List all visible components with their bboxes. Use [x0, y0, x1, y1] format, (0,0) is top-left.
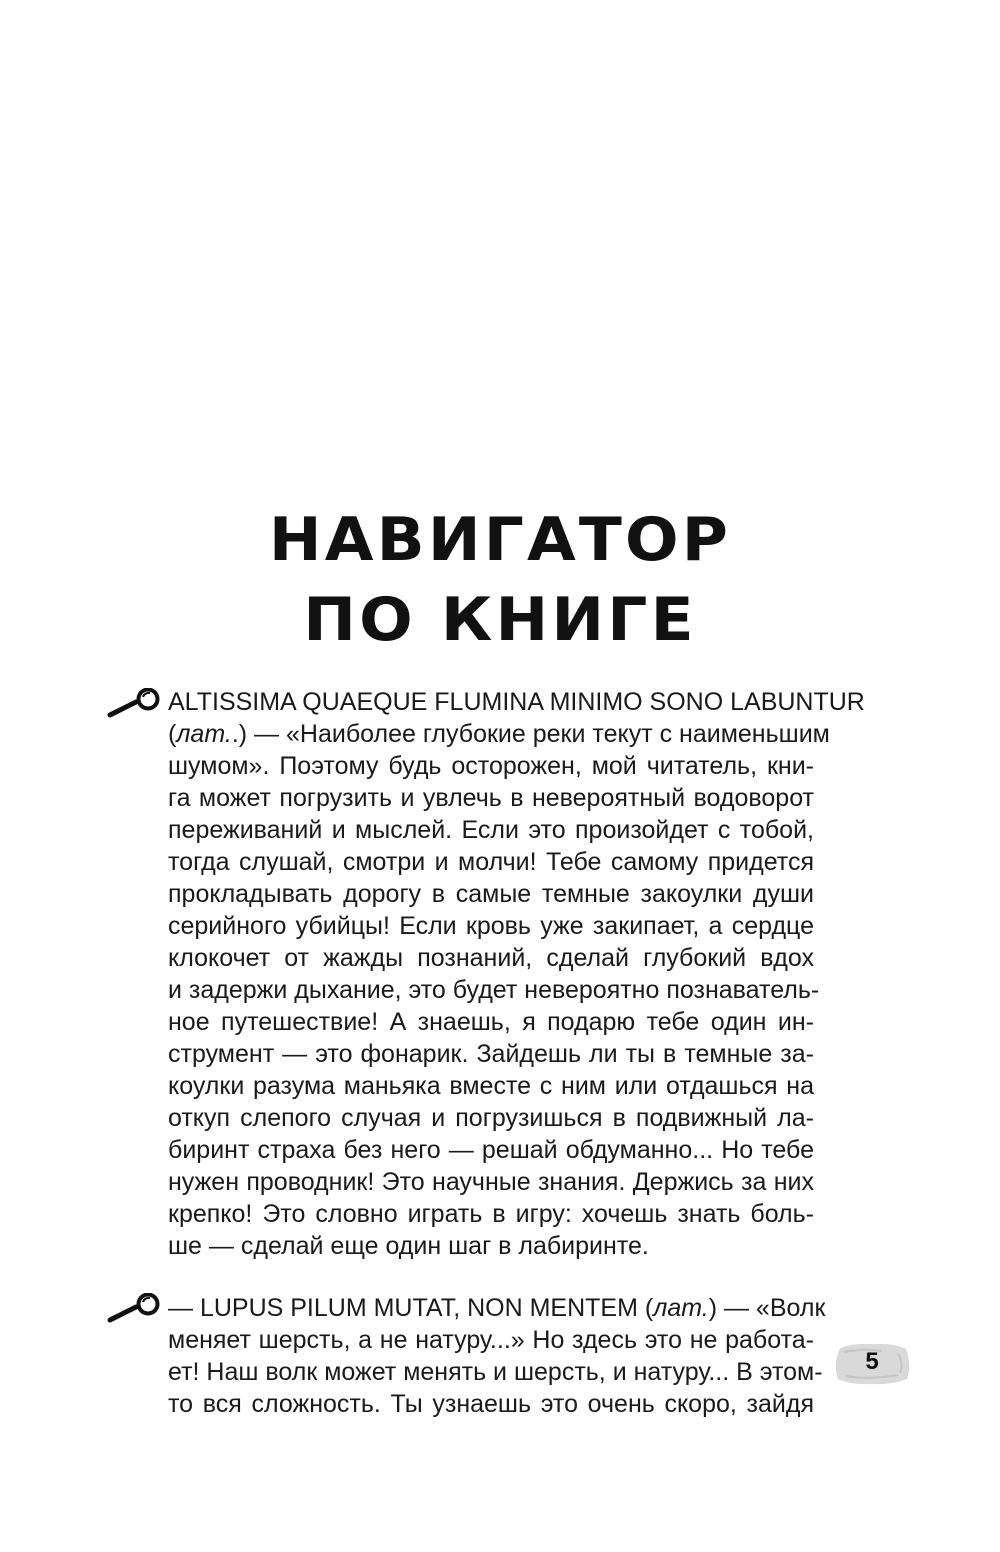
magnifier-icon — [106, 1293, 164, 1323]
paragraph-line: ше — сделай еще один шаг в лабиринте. — [168, 1232, 649, 1260]
paragraph-line: (лат..) — «Наиболее глубокие реки текут с наименьшим — [168, 720, 830, 748]
paragraph-line: — LUPUS PILUM MUTAT, NON MENTEM (лат.) — «Волк — [168, 1294, 826, 1322]
paragraph-line: га может погрузить и увлечь в невероятный водоворот — [168, 784, 814, 812]
chapter-title — [0, 500, 1000, 660]
paragraph-line: ное путешествие! А знаешь, я подарю тебе один ин- — [168, 1008, 814, 1036]
chapter-title-line2: ПО КНИГЕ — [303, 585, 697, 655]
paragraph-lupus — [168, 1292, 826, 1420]
paragraph-line: струмент — это фонарик. Зайдешь ли ты в темные за- — [168, 1040, 814, 1068]
paragraph-line: ALTISSIMA QUAEQUE FLUMINA MINIMO SONO LABUNTUR — [168, 688, 865, 716]
page-number-badge — [832, 1342, 912, 1386]
paragraph-line: нужен проводник! Это научные знания. Держись за них — [168, 1168, 814, 1196]
paragraph-line: шумом». Поэтому будь осторожен, мой читатель, кни- — [168, 752, 814, 780]
paragraph-line: серийного убийцы! Если кровь уже закипает, а сердце — [168, 912, 814, 940]
italic-note: лат. — [653, 1294, 709, 1322]
paragraph-line: откуп слепого случая и погрузишься в подвижный ла- — [168, 1104, 814, 1132]
paragraph-line: прокладывать дорогу в самые темные закоулки души — [168, 880, 814, 908]
paragraph-line: меняет шерсть, а не натуру...» Но здесь это не работа- — [168, 1326, 814, 1354]
paragraph-line: тогда слушай, смотри и молчи! Тебе самому придется — [168, 848, 814, 876]
page-number: 5 — [865, 1348, 879, 1375]
paragraph-navigator-intro — [168, 686, 865, 1262]
paragraph-line: и задержи дыхание, это будет невероятно познаватель- — [168, 976, 820, 1004]
paragraph-line: коулки разума маньяка вместе с ним или отдашься на — [168, 1072, 814, 1100]
paragraph-line: клокочет от жажды познаний, сделай глубокий вдох — [168, 944, 814, 972]
paragraph-line: переживаний и мыслей. Если это произойдет с тобой, — [168, 816, 814, 844]
paragraph-line: биринт страха без него — решай обдуманно... Но тебе — [168, 1136, 814, 1164]
paragraph-line: ет! Наш волк может менять и шерсть, и натуру... В этом- — [168, 1358, 823, 1386]
paragraph-line: крепко! Это словно играть в игру: хочешь знать боль- — [168, 1200, 814, 1228]
chapter-title-line1: НАВИГАТОР — [268, 505, 732, 575]
paragraph-line: то вся сложность. Ты узнаешь это очень скоро, зайдя — [168, 1390, 814, 1418]
italic-note: лат. — [176, 720, 232, 748]
magnifier-icon — [106, 688, 164, 718]
